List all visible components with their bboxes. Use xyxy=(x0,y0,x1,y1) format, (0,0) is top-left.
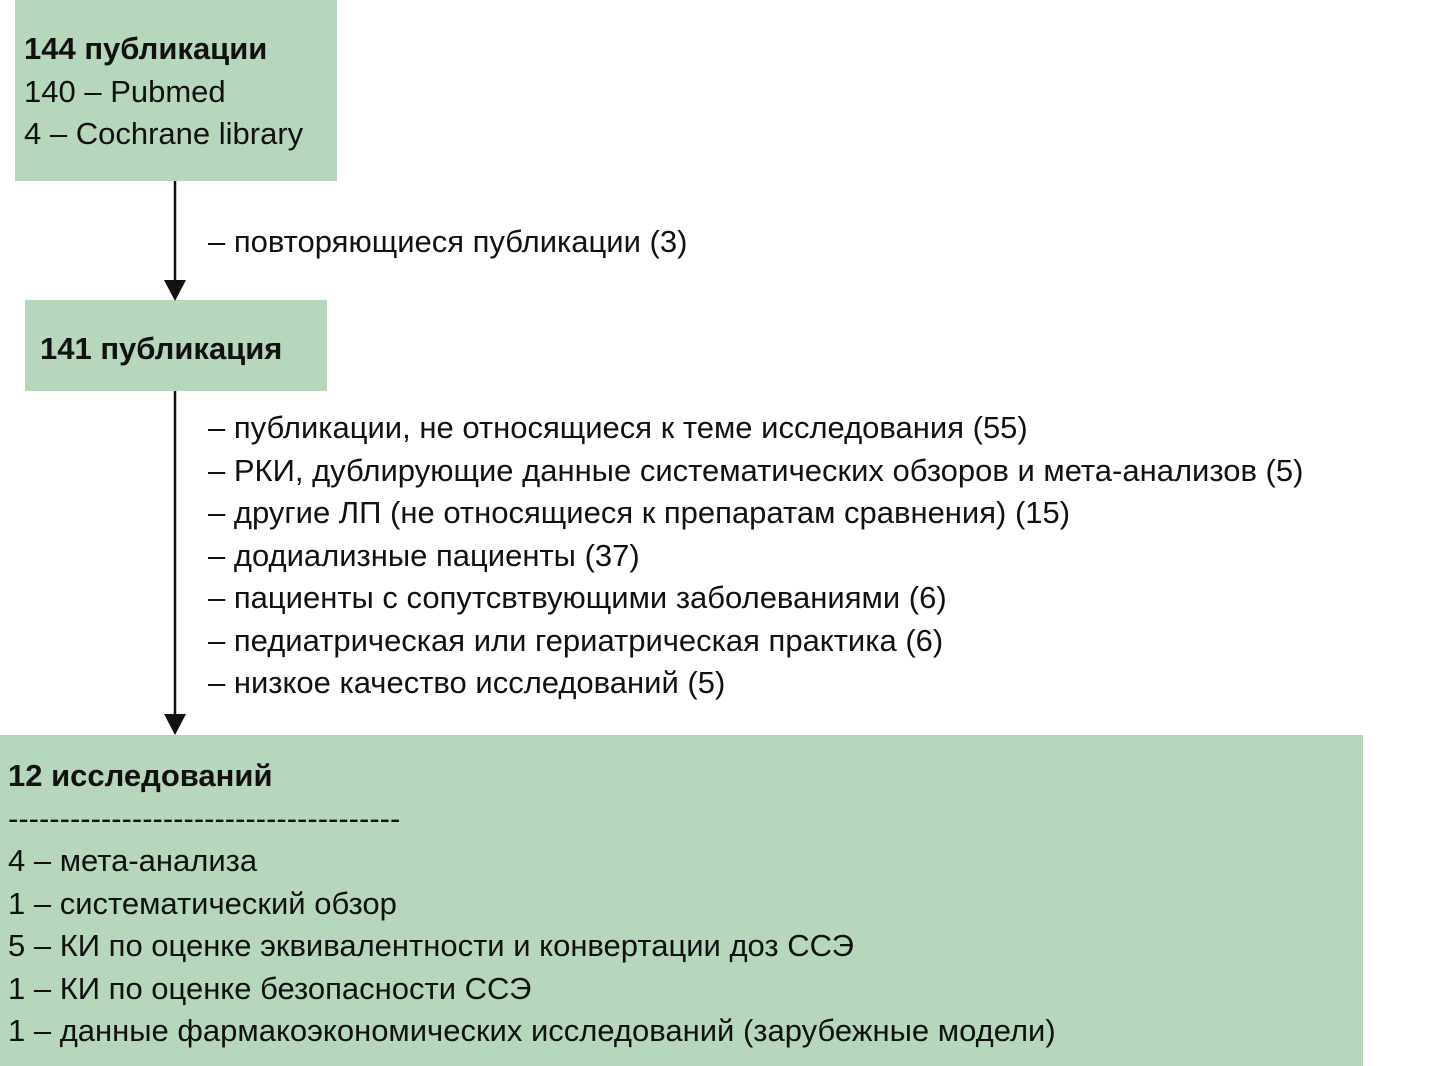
box3-line: 4 – мета-анализа xyxy=(8,843,258,878)
box3-line: 5 – КИ по оценке эквивалентности и конвертации доз ССЭ xyxy=(8,928,854,963)
exclusion-item: – публикации, не относящиеся к теме исследования (55) xyxy=(208,410,1028,445)
arrow-1 xyxy=(164,181,186,301)
box3-title: 12 исследований xyxy=(8,758,273,793)
box1-line: 4 – Cochrane library xyxy=(24,116,304,151)
box3-separator: -------------------------------------- xyxy=(8,800,401,836)
arrowhead-icon xyxy=(164,714,186,735)
exclusion-item: – РКИ, дублирующие данные систематических обзоров и мета-анализов (5) xyxy=(208,452,1304,488)
exclusion-item: – повторяющиеся публикации (3) xyxy=(208,224,688,259)
arrowhead-icon xyxy=(164,280,186,301)
exclusion-item: – другие ЛП (не относящиеся к препаратам сравнения) (15) xyxy=(208,495,1071,530)
box3-line: 1 – КИ по оценке безопасности ССЭ xyxy=(8,970,532,1006)
box3-line: 1 – систематический обзор xyxy=(8,885,397,921)
box1-title: 144 публикации xyxy=(24,31,268,66)
box3-line: 1 – данные фармакоэкономических исследований (зарубежные модели) xyxy=(8,1013,1056,1048)
exclusion-item: – пациенты с сопутсвтвующими заболеваниями (6) xyxy=(208,580,947,615)
box2-title: 141 публикация xyxy=(40,331,283,366)
arrow-2 xyxy=(164,391,186,735)
exclusion-item: – педиатрическая или гериатрическая практика (6) xyxy=(208,622,944,658)
exclusion-item: – додиализные пациенты (37) xyxy=(208,537,640,573)
exclusion-item: – низкое качество исследований (5) xyxy=(208,665,726,700)
box1-line: 140 – Pubmed xyxy=(24,73,226,109)
